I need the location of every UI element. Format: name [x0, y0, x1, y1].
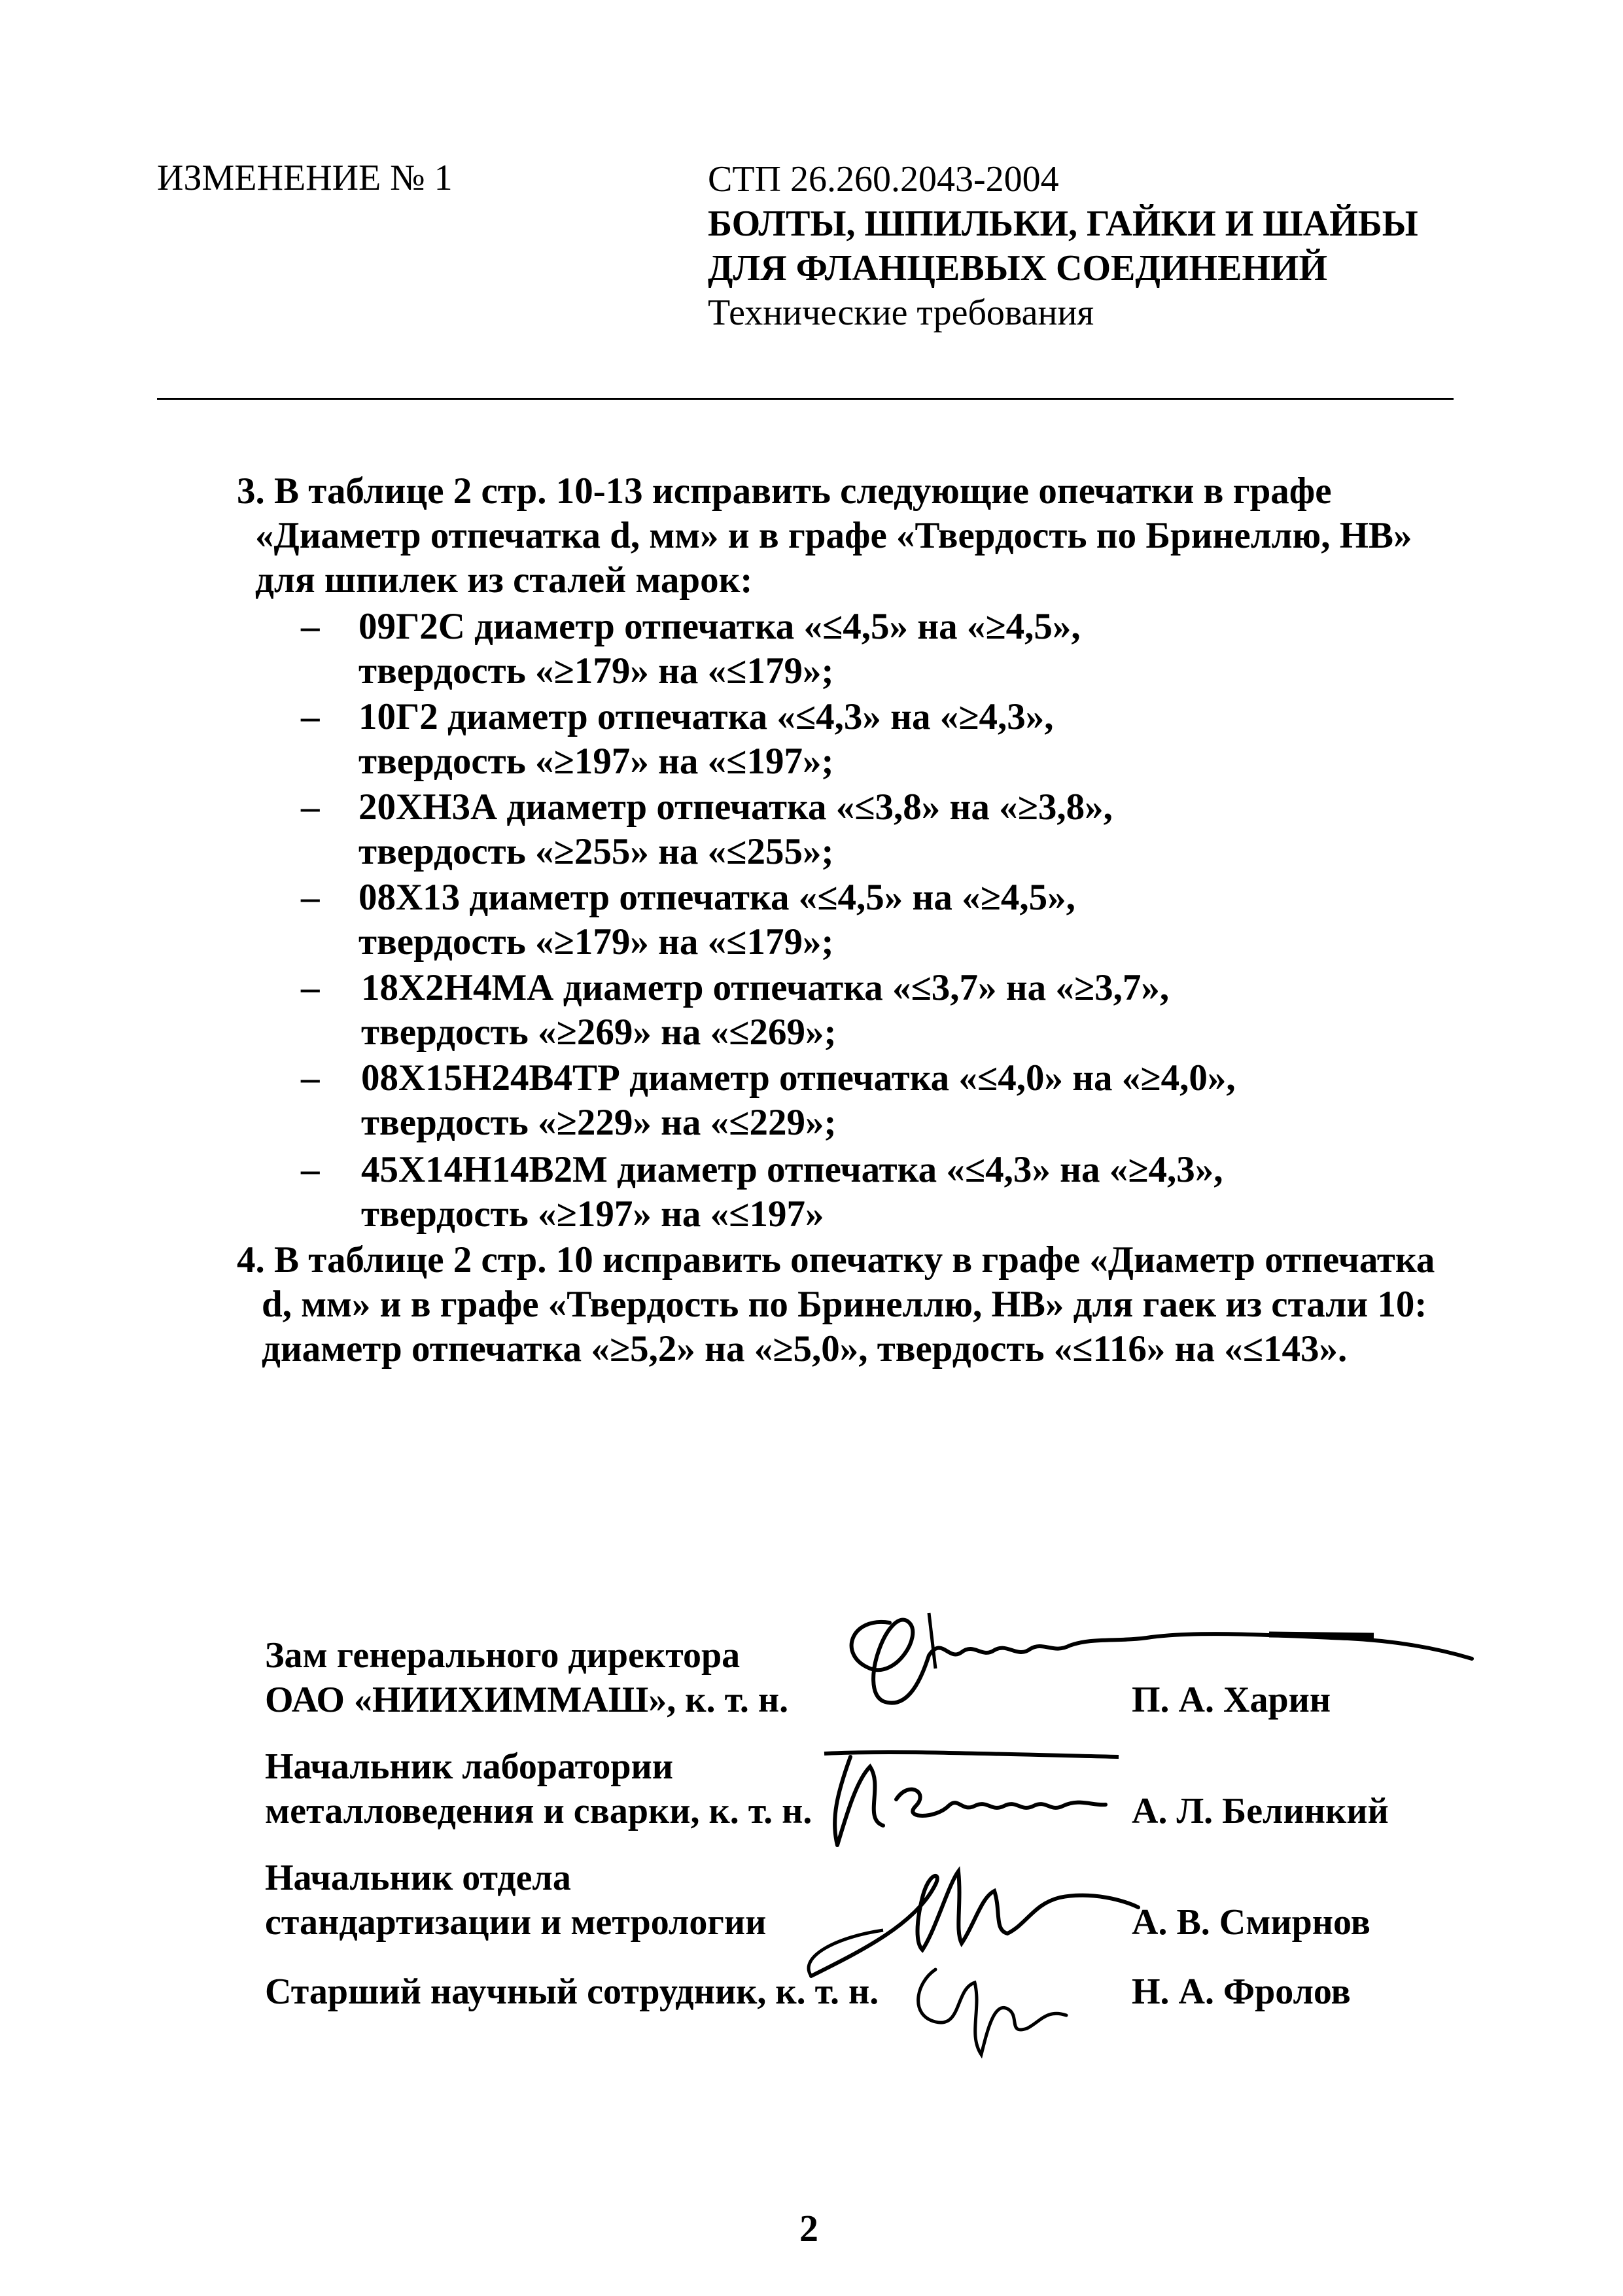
- item3-line3: для шпилек из сталей марок:: [255, 559, 753, 601]
- signatory-position: ОАО «НИИХИММАШ», к. т. н.: [265, 1680, 789, 1720]
- doc-code: СТП 26.260.2043-2004: [708, 159, 1059, 200]
- item4-line2: d, мм» и в графе «Твердость по Бринеллю, НВ» для гаек из стали 10:: [262, 1284, 1427, 1325]
- signatory-position: Начальник лаборатории: [265, 1746, 674, 1787]
- doc-subtitle: Технические требования: [708, 292, 1094, 333]
- signatory-name: Н. А. Фролов: [1132, 1971, 1351, 2012]
- change-label: ИЗМЕНЕНИЕ № 1: [157, 158, 453, 198]
- entry-dash: –: [301, 606, 320, 647]
- doc-title-line1: БОЛТЫ, ШПИЛЬКИ, ГАЙКИ И ШАЙБЫ: [708, 203, 1418, 244]
- signatory-position: Начальник отдела: [265, 1858, 571, 1898]
- signature-frolov: [896, 1943, 1092, 2061]
- entry-line: твердость «≥269» на «≤269»;: [361, 1012, 837, 1053]
- page-number: 2: [799, 2207, 818, 2250]
- entry-line: твердость «≥179» на «≤179»;: [358, 650, 834, 692]
- entry-line: 10Г2 диаметр отпечатка «≤4,3» на «≥4,3»,: [358, 696, 1054, 737]
- entry-line: твердость «≥197» на «≤197»;: [358, 741, 834, 782]
- entry-line: 20ХН3А диаметр отпечатка «≤3,8» на «≥3,8»,: [358, 786, 1113, 828]
- entry-dash: –: [301, 1149, 320, 1190]
- entry-line: 08Х13 диаметр отпечатка «≤4,5» на «≥4,5»,: [358, 877, 1075, 918]
- entry-dash: –: [301, 1057, 320, 1099]
- entry-line: твердость «≥197» на «≤197»: [361, 1193, 824, 1235]
- signatory-position: стандартизации и метрологии: [265, 1902, 767, 1943]
- entry-line: 08Х15Н24В4ТР диаметр отпечатка «≤4,0» на «≥4,0»,: [361, 1057, 1236, 1099]
- signatory-name: А. В. Смирнов: [1132, 1902, 1370, 1943]
- document-header: [708, 157, 1418, 335]
- item3-line2: «Диаметр отпечатка d, мм» и в графе «Твердость по Бринеллю, НВ»: [255, 515, 1412, 556]
- entry-line: 18Х2Н4МА диаметр отпечатка «≤3,7» на «≥3,7»,: [361, 967, 1170, 1008]
- header-divider: [157, 398, 1454, 400]
- item4-line1: 4. В таблице 2 стр. 10 исправить опечатку в графе «Диаметр отпечатка: [237, 1239, 1435, 1280]
- doc-title-line2: ДЛЯ ФЛАНЦЕВЫХ СОЕДИНЕНИЙ: [708, 248, 1328, 289]
- entry-line: твердость «≥179» на «≤179»;: [358, 921, 834, 963]
- entry-dash: –: [301, 696, 320, 737]
- entry-line: 45Х14Н14В2М диаметр отпечатка «≤4,3» на «≥4,3»,: [361, 1149, 1223, 1190]
- entry-dash: –: [301, 967, 320, 1008]
- signatory-name: А. Л. Белинкий: [1132, 1791, 1389, 1831]
- signatory-position: металловедения и сварки, к. т. н.: [265, 1791, 812, 1831]
- signatory-position: Старший научный сотрудник, к. т. н.: [265, 1971, 879, 2012]
- signatory-name: П. А. Харин: [1132, 1680, 1331, 1720]
- item4-line3: диаметр отпечатка «≥5,2» на «≥5,0», твердость «≤116» на «≤143».: [262, 1328, 1348, 1369]
- item3-line1: 3. В таблице 2 стр. 10-13 исправить следующие опечатки в графе: [237, 470, 1332, 512]
- entry-line: 09Г2С диаметр отпечатка «≤4,5» на «≥4,5»,: [358, 606, 1081, 647]
- entry-dash: –: [301, 786, 320, 828]
- signature-belinky: [811, 1740, 1178, 1852]
- entry-line: твердость «≥229» на «≤229»;: [361, 1102, 837, 1143]
- entry-dash: –: [301, 877, 320, 918]
- entry-line: твердость «≥255» на «≤255»;: [358, 831, 834, 872]
- signatory-position: Зам генерального директора: [265, 1635, 741, 1676]
- signature-kharin: [811, 1597, 1485, 1714]
